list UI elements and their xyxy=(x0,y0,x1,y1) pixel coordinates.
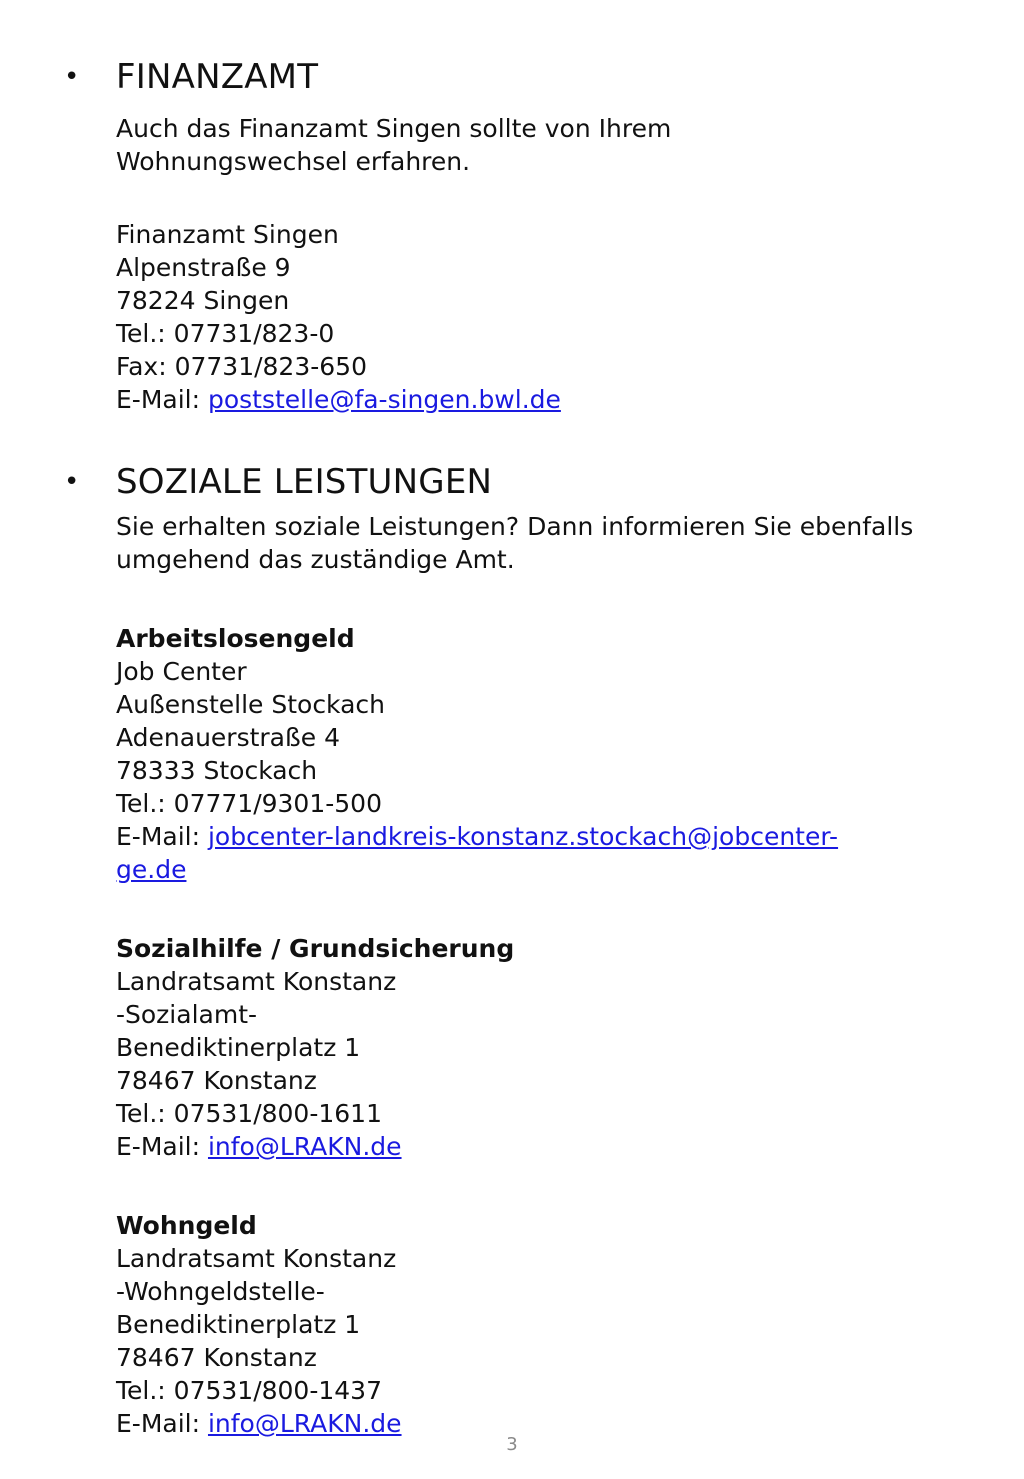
bullet-soziale: • xyxy=(64,467,80,497)
finanzamt-email-row xyxy=(116,383,976,416)
sozialhilfe-email-row xyxy=(116,1130,976,1163)
arbeitslosengeld-email-link-part1[interactable]: jobcenter-landkreis-konstanz.stockach@jobcenter- xyxy=(207,822,839,851)
page-number: 3 xyxy=(506,1434,518,1455)
wohngeld-title: Wohngeld xyxy=(116,1211,257,1240)
arbeitslosengeld-email-row-2 xyxy=(116,853,976,886)
arbeitslosengeld-city: 78333 Stockach xyxy=(116,756,318,785)
wohngeld-street: Benediktinerplatz 1 xyxy=(116,1310,361,1339)
wohngeld-email-link[interactable]: info@LRAKN.de xyxy=(207,1409,402,1438)
finanzamt-intro-line-1: Auch das Finanzamt Singen sollte von Ihrem xyxy=(116,114,672,143)
sozialhilfe-tel: Tel.: 07531/800-1611 xyxy=(116,1099,382,1128)
soziale-intro-line-1: Sie erhalten soziale Leistungen? Dann informieren Sie ebenfalls xyxy=(116,512,914,541)
soziale-intro-line-2: umgehend das zuständige Amt. xyxy=(116,545,515,574)
finanzamt-email-label: E-Mail: xyxy=(116,385,208,414)
wohngeld-tel: Tel.: 07531/800-1437 xyxy=(116,1376,382,1405)
finanzamt-address xyxy=(116,218,976,416)
wohngeld-name: Landratsamt Konstanz xyxy=(116,1244,397,1273)
finanzamt-street: Alpenstraße 9 xyxy=(116,253,291,282)
sozialhilfe-city: 78467 Konstanz xyxy=(116,1066,317,1095)
arbeitslosengeld-dept: Außenstelle Stockach xyxy=(116,690,386,719)
sozialhilfe-title: Sozialhilfe / Grundsicherung xyxy=(116,934,515,963)
heading-finanzamt: FINANZAMT xyxy=(116,57,319,97)
arbeitslosengeld-email-row xyxy=(116,820,976,853)
arbeitslosengeld-street: Adenauerstraße 4 xyxy=(116,723,340,752)
arbeitslosengeld-email-label: E-Mail: xyxy=(116,822,208,851)
arbeitslosengeld-email-link-part2[interactable]: ge.de xyxy=(116,855,187,884)
wohngeld-city: 78467 Konstanz xyxy=(116,1343,317,1372)
sozialhilfe-email-label: E-Mail: xyxy=(116,1132,208,1161)
arbeitslosengeld-tel: Tel.: 07771/9301-500 xyxy=(116,789,382,818)
finanzamt-city: 78224 Singen xyxy=(116,286,290,315)
finanzamt-email-link[interactable]: poststelle@fa-singen.bwl.de xyxy=(207,385,561,414)
sozialhilfe-street: Benediktinerplatz 1 xyxy=(116,1033,361,1062)
wohngeld-dept: -Wohngeldstelle- xyxy=(116,1277,325,1306)
finanzamt-tel: Tel.: 07731/823-0 xyxy=(116,319,335,348)
finanzamt-fax: Fax: 07731/823-650 xyxy=(116,352,367,381)
arbeitslosengeld-block xyxy=(116,622,976,886)
finanzamt-intro-line-2: Wohnungswechsel erfahren. xyxy=(116,147,471,176)
wohngeld-email-label: E-Mail: xyxy=(116,1409,208,1438)
sozialhilfe-block xyxy=(116,932,976,1163)
heading-soziale-leistungen: SOZIALE LEISTUNGEN xyxy=(116,462,493,502)
bullet-finanzamt: • xyxy=(64,62,80,92)
sozialhilfe-dept: -Sozialamt- xyxy=(116,1000,258,1029)
sozialhilfe-name: Landratsamt Konstanz xyxy=(116,967,397,996)
wohngeld-block xyxy=(116,1209,976,1440)
finanzamt-name: Finanzamt Singen xyxy=(116,220,339,249)
arbeitslosengeld-name: Job Center xyxy=(116,657,247,686)
sozialhilfe-email-link[interactable]: info@LRAKN.de xyxy=(207,1132,402,1161)
finanzamt-intro xyxy=(116,112,976,178)
soziale-intro xyxy=(116,510,976,576)
arbeitslosengeld-title: Arbeitslosengeld xyxy=(116,624,355,653)
